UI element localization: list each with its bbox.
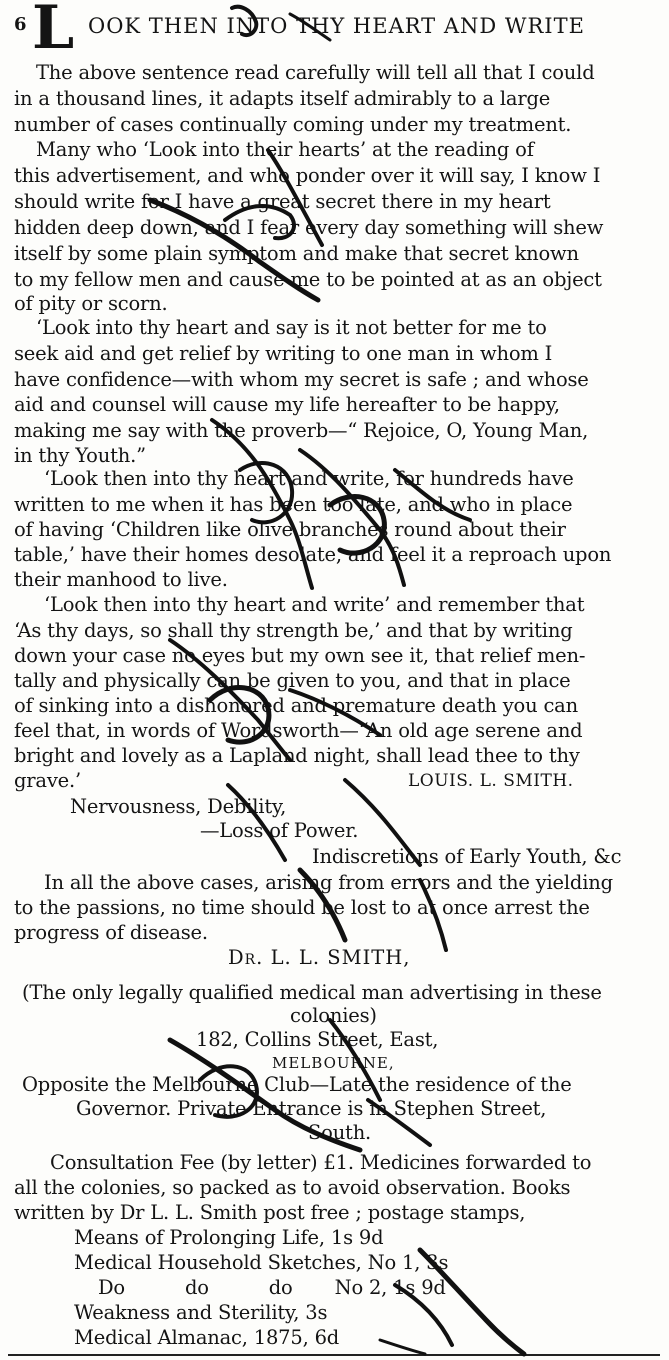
qualification-line: (The only legally qualified medical man advertising in these bbox=[22, 981, 602, 1004]
bottom-rule bbox=[8, 1354, 660, 1356]
text-line: The above sentence read carefully will tell all that I could bbox=[36, 61, 595, 84]
text-line: itself by some plain symptom and make that secret known bbox=[14, 242, 579, 265]
text-line: ‘Look then into thy heart and write’ and remember that bbox=[44, 593, 585, 616]
text-line: have confidence—with whom my secret is safe ; and whose bbox=[14, 368, 589, 391]
book-item: Medical Almanac, 1875, 6d bbox=[74, 1326, 340, 1349]
text-line: ‘Look into thy heart and say is it not better for me to bbox=[36, 316, 547, 339]
address-line: South. bbox=[308, 1121, 372, 1144]
text-line: number of cases continually coming under my treatment. bbox=[14, 113, 572, 136]
address-line: Governor. Private Entrance is in Stephen Street, bbox=[76, 1097, 547, 1120]
text-line: of pity or scorn. bbox=[14, 292, 168, 315]
text-line: Many who ‘Look into their hearts’ at the reading of bbox=[36, 138, 534, 161]
text-line: should write for I have a great secret there in my heart bbox=[14, 190, 551, 213]
text-line: tally and physically can be given to you, and that in place bbox=[14, 669, 571, 692]
address-line: Opposite the Melbourne Club—Late the residence of the bbox=[22, 1073, 572, 1096]
text-line: making me say with the proverb—“ Rejoice, O, Young Man, bbox=[14, 419, 589, 442]
text-line: table,’ have their homes desolate, and feel it a reproach upon bbox=[14, 543, 612, 566]
text-line: grave.’ bbox=[14, 769, 81, 792]
text-line: in a thousand lines, it adapts itself admirably to a large bbox=[14, 87, 551, 110]
book-item: Weakness and Sterility, 3s bbox=[74, 1301, 328, 1324]
fee-line: all the colonies, so packed as to avoid observation. Books bbox=[14, 1176, 571, 1199]
text-line: hidden deep down, and I fear every day something will shew bbox=[14, 216, 604, 239]
text-line: progress of disease. bbox=[14, 921, 208, 944]
headline bbox=[10, 0, 660, 64]
text-line: feel that, in words of Wordsworth—“An old age serene and bbox=[14, 719, 583, 742]
book-item: Means of Prolonging Life, 1s 9d bbox=[74, 1226, 384, 1249]
text-line: seek aid and get relief by writing to one man in whom I bbox=[14, 342, 553, 365]
book-item: Do do do No 2, 1s 9d bbox=[98, 1276, 446, 1299]
text-line: of having ‘Children like olive branches round about their bbox=[14, 518, 566, 541]
text-line: down your case no eyes but my own see it, that relief men- bbox=[14, 644, 586, 667]
text-line: bright and lovely as a Lapland night, shall lead thee to thy bbox=[14, 744, 580, 767]
text-line: this advertisement, and who ponder over it will say, I know I bbox=[14, 164, 601, 187]
drop-cap: L bbox=[32, 0, 76, 63]
text-line: ‘As thy days, so shall thy strength be,’ and that by writing bbox=[14, 619, 573, 642]
fee-line: written by Dr L. L. Smith post free ; postage stamps, bbox=[14, 1201, 526, 1224]
text-line: their manhood to live. bbox=[14, 568, 228, 591]
city-line: MELBOURNE, bbox=[272, 1054, 395, 1072]
doctor-name: Dr. L. L. SMITH, bbox=[228, 946, 411, 969]
headline-text: OOK THEN INTO THY HEART AND WRITE bbox=[88, 14, 585, 38]
ailment-line: Indiscretions of Early Youth, &c bbox=[312, 845, 622, 868]
text-line: In all the above cases, arising from errors and the yielding bbox=[44, 871, 613, 894]
text-line: in thy Youth.” bbox=[14, 444, 146, 467]
fee-line: Consultation Fee (by letter) £1. Medicines forwarded to bbox=[50, 1151, 592, 1174]
ailment-line: —Loss of Power. bbox=[200, 819, 359, 842]
text-line: aid and counsel will cause my life hereafter to be happy, bbox=[14, 393, 560, 416]
text-line: to my fellow men and cause me to be pointed at as an object bbox=[14, 268, 602, 291]
text-line: written to me when it has been too late, and who in place bbox=[14, 493, 573, 516]
column-number: 6 bbox=[14, 14, 28, 35]
book-item: Medical Household Sketches, No 1, 3s bbox=[74, 1251, 449, 1274]
signature: LOUIS. L. SMITH. bbox=[408, 771, 574, 791]
text-line: ‘Look then into thy heart and write, for hundreds have bbox=[44, 467, 574, 490]
address-line: 182, Collins Street, East, bbox=[196, 1028, 439, 1051]
text-line: to the passions, no time should be lost to at once arrest the bbox=[14, 896, 590, 919]
ailment-line: Nervousness, Debility, bbox=[70, 795, 287, 818]
pen-stroke bbox=[380, 1340, 425, 1354]
qualification-line: colonies) bbox=[290, 1004, 377, 1027]
text-line: of sinking into a dishonored and premature death you can bbox=[14, 694, 578, 717]
